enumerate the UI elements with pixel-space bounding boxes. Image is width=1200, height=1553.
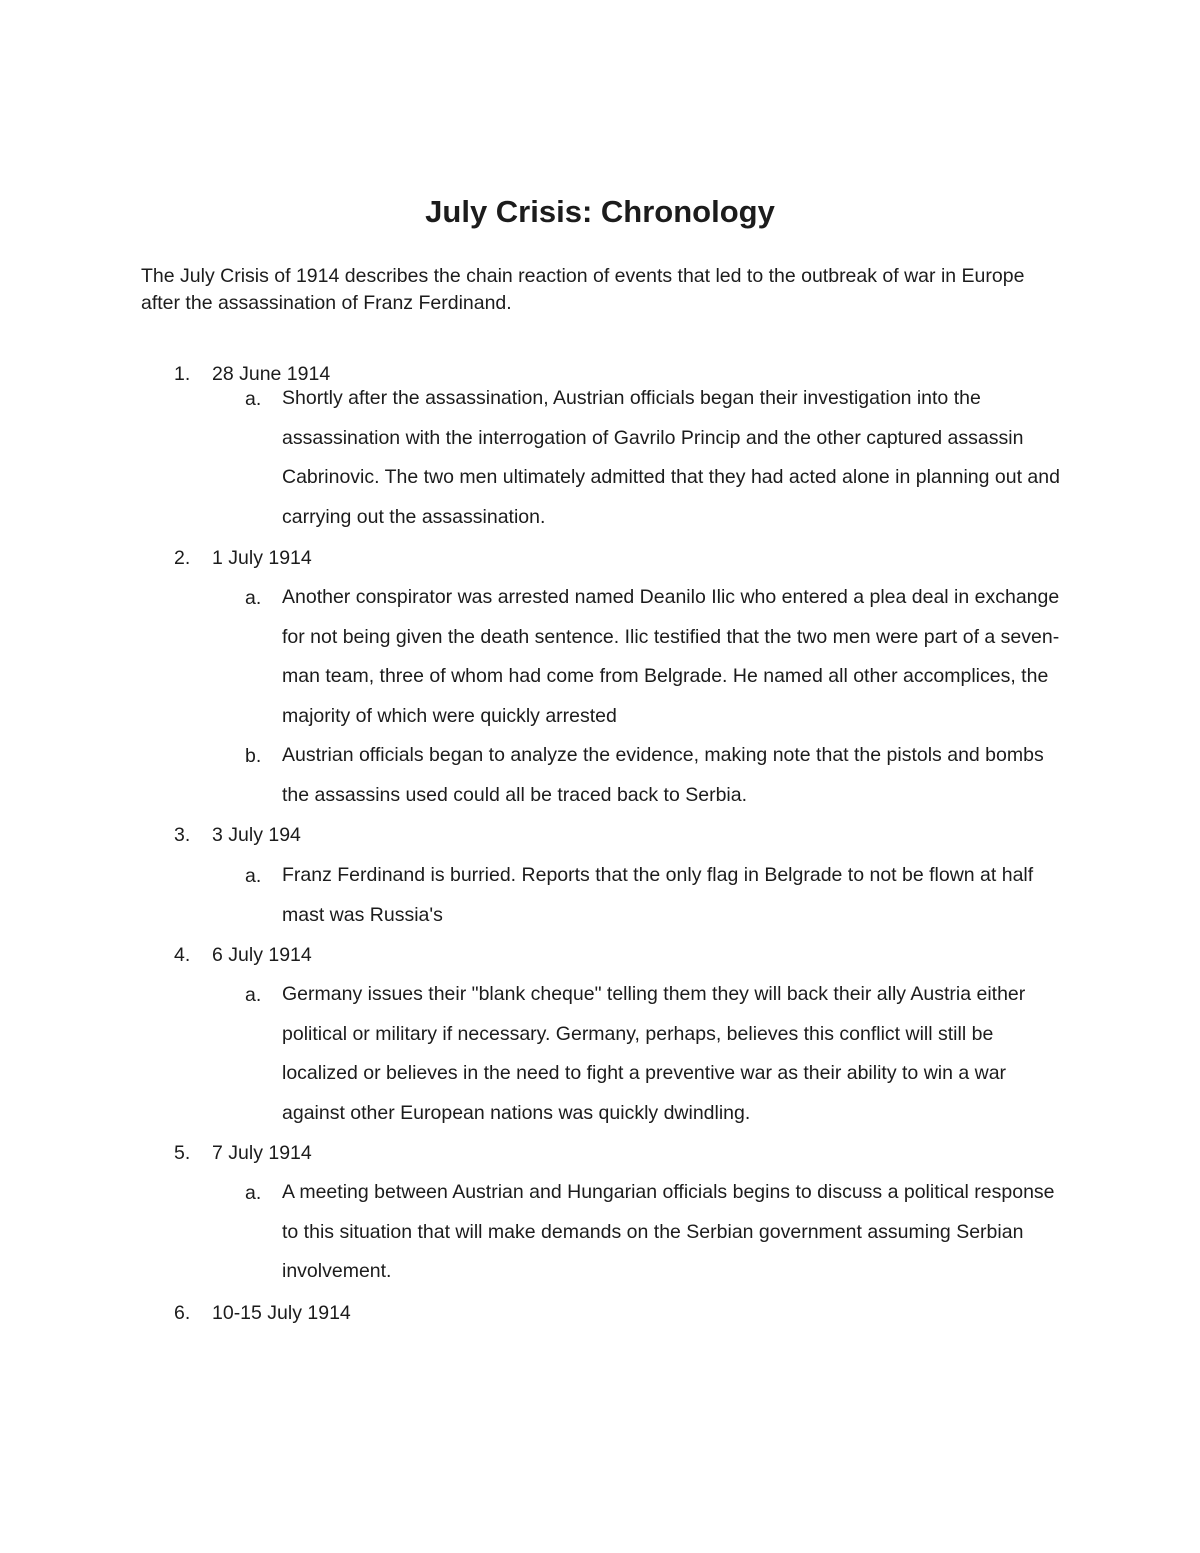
- sub-item-text: Germany issues their "blank cheque" telling them they will back their ally Austria either political or military if necessary. Germany, perhaps, believes this conflict will still be localized or believes in the need to fight a preventive war as their ability to win a war against other European nations was quickly dwindling.: [282, 983, 1026, 1125]
- sub-item-text: Franz Ferdinand is burried. Reports that the only flag in Belgrade to not be flown at half mast was Russia's: [282, 864, 1034, 926]
- sub-item-text: Shortly after the assassination, Austrian officials began their investigation into the assassination with the interrogation of Gavrilo Princip and the other captured assassin Cabrinovic. The two men ultimately admitted that they had acted alone in planning out and carrying out the assassination.: [282, 387, 1060, 529]
- sub-item-letter: a.: [245, 1182, 262, 1204]
- sub-item-letter: a.: [245, 388, 262, 410]
- sub-item-text: Another conspirator was arrested named Deanilo Ilic who entered a plea deal in exchange for not being given the death sentence. Ilic testified that the two men were part of a seven-man team, three of whom had come from Belgrade. He named all other accomplices, the majority of which were quickly arrested: [282, 586, 1060, 728]
- list-item-number: 2.: [174, 547, 191, 569]
- list-item-date: 3 July 194: [212, 824, 301, 846]
- sub-item-text: A meeting between Austrian and Hungarian officials begins to discuss a political response to this situation that will make demands on the Serbian government assuming Serbian involvement.: [282, 1181, 1055, 1283]
- sub-item-letter: a.: [245, 865, 262, 887]
- sub-item-letter: a.: [245, 587, 262, 609]
- list-item-date: 28 June 1914: [212, 363, 331, 385]
- list-item-number: 1.: [174, 363, 191, 385]
- list-item-number: 6.: [174, 1302, 191, 1324]
- list-item-date: 10-15 July 1914: [212, 1302, 351, 1324]
- sub-item-letter: a.: [245, 984, 262, 1006]
- document-title: July Crisis: Chronology: [425, 194, 775, 229]
- list-item-date: 7 July 1914: [212, 1142, 312, 1164]
- intro-paragraph: The July Crisis of 1914 describes the chain reaction of events that led to the outbreak of war in Europe after the assassination of Franz Ferdinand.: [141, 265, 1025, 314]
- list-item-date: 6 July 1914: [212, 944, 312, 966]
- sub-item-text: Austrian officials began to analyze the evidence, making note that the pistols and bombs the assassins used could all be traced back to Serbia.: [282, 744, 1044, 806]
- list-item-date: 1 July 1914: [212, 547, 312, 569]
- list-item-number: 4.: [174, 944, 191, 966]
- list-item-number: 3.: [174, 824, 191, 846]
- sub-item-letter: b.: [245, 745, 262, 767]
- list-item-number: 5.: [174, 1142, 191, 1164]
